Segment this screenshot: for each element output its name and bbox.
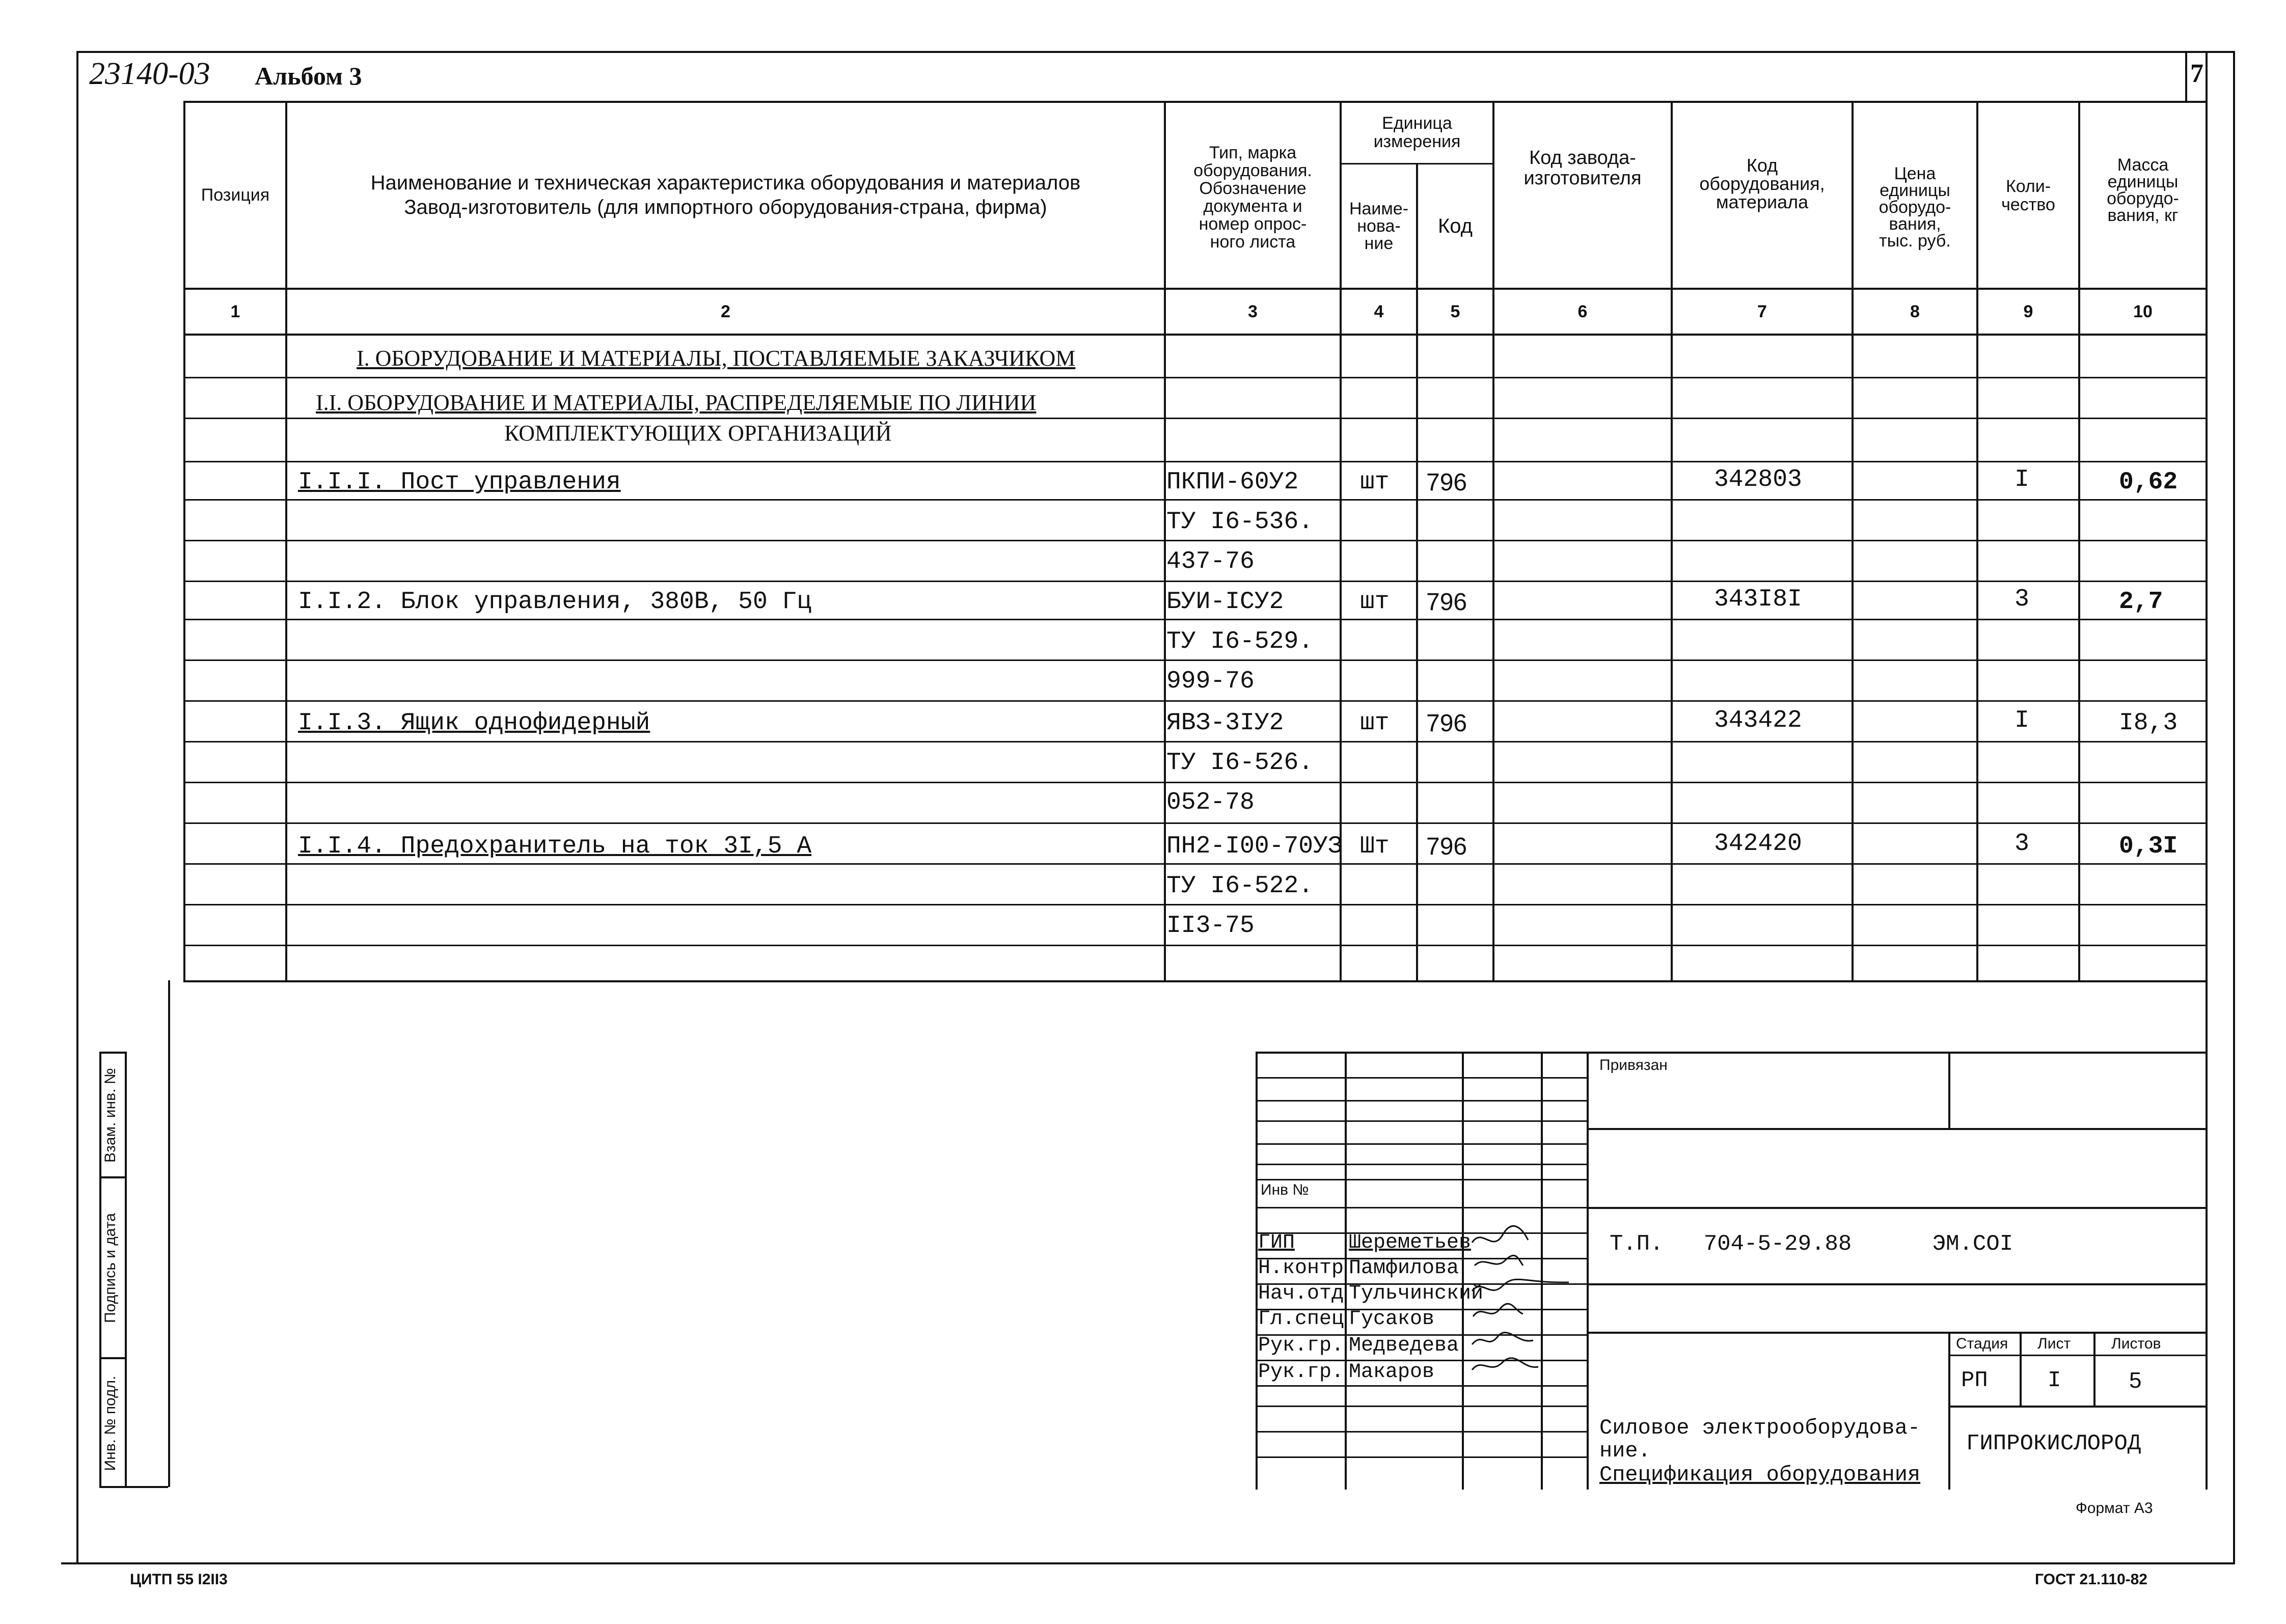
item-type: 999-76: [1166, 668, 1255, 695]
item-type: БУИ-ICУ2: [1166, 588, 1284, 616]
stage-value: РП: [1961, 1368, 1988, 1393]
item-mass: 2,7: [2119, 588, 2163, 616]
signature-stroke: [1472, 1358, 1538, 1370]
item-type: ЯВЗ-3IУ2: [1166, 709, 1284, 737]
item-name: I.I.3. Ящик однофидерный: [298, 709, 650, 737]
row-separator: [183, 863, 2206, 865]
col-header-type: Тип, марка оборудования. Обозначение документа и номер опрос- ного листа: [1193, 143, 1312, 252]
item-equip-code: 343I8I: [1714, 586, 1802, 613]
title-block-row: [1256, 1077, 1587, 1079]
item-unit: шт: [1360, 588, 1390, 616]
role-label: Гл.спец: [1258, 1308, 1344, 1331]
item-qty: 3: [2015, 586, 2029, 613]
title-block-row: [1256, 1406, 1587, 1407]
sheet-value: I: [2048, 1368, 2061, 1393]
col-header-unit-code: Код: [1437, 215, 1473, 237]
row-separator: [183, 418, 2206, 419]
item-type: ТУ I6-529.: [1166, 628, 1314, 655]
item-type: ТУ I6-522.: [1166, 872, 1314, 900]
row-separator: [183, 540, 2206, 541]
item-equip-code: 342420: [1714, 830, 1802, 858]
row-separator: [183, 499, 2206, 501]
col-header-unit-name: Наиме- нова- ние: [1349, 199, 1409, 253]
album-label: Альбом 3: [255, 62, 362, 90]
title-block-row: [1256, 1431, 1587, 1433]
col-number: 10: [2133, 301, 2153, 321]
section-heading: I. ОБОРУДОВАНИЕ И МАТЕРИАЛЫ, ПОСТАВЛЯЕМЫЕ ЗАКАЗЧИКОМ: [357, 346, 1076, 371]
col-header-price: Цена единицы оборудо- вания, тыс. руб.: [1879, 164, 1951, 251]
stamp-vzam-inv: Взам. инв. №: [102, 1068, 119, 1163]
col-number: 8: [1910, 301, 1920, 321]
role-label: Рук.гр.: [1258, 1361, 1344, 1384]
item-name: I.I.4. Предохранитель на ток 3I,5 А: [298, 833, 812, 860]
title-block-row: [1256, 1179, 1587, 1180]
title-block-row: [1256, 1100, 1587, 1102]
col-header-mass: Масса единицы оборудо- вания, кг: [2107, 155, 2179, 225]
drawing-title-cont: ние.: [1599, 1439, 1651, 1463]
col-number: 9: [2023, 301, 2033, 321]
row-separator: [183, 377, 2206, 378]
item-qty: 3: [2015, 830, 2029, 858]
item-qty: I: [2015, 707, 2029, 734]
footer-left: ЦИТП 55 I2II3: [130, 1571, 228, 1588]
row-separator: [183, 741, 2206, 742]
title-block-row: [1256, 1385, 1587, 1387]
col-header-unit-group: Единица измерения: [1373, 114, 1461, 151]
item-qty: I: [2015, 466, 2029, 493]
doc-code: 23140-03: [89, 57, 210, 91]
subsection-heading-cont: КОМПЛЕКТУЮЩИХ ОРГАНИЗАЦИЙ: [504, 421, 892, 446]
inv-label: Инв №: [1261, 1181, 1309, 1198]
subsection-heading: I.I. ОБОРУДОВАНИЕ И МАТЕРИАЛЫ, РАСПРЕДЕЛЯЕМЫЕ ПО ЛИНИИ: [316, 390, 1037, 415]
signature-stroke: [1472, 1279, 1569, 1291]
item-equip-code: 343422: [1714, 707, 1802, 734]
row-separator: [183, 700, 2206, 702]
privyazan-label: Привязан: [1599, 1057, 1668, 1074]
col-number: 5: [1450, 301, 1460, 321]
role-person: Гусаков: [1349, 1308, 1435, 1331]
col-number: 2: [721, 301, 730, 321]
signature-stroke: [1475, 1255, 1523, 1265]
col-number: 3: [1248, 301, 1258, 321]
row-separator: [183, 945, 2206, 946]
role-label: ГИП: [1258, 1231, 1295, 1254]
item-unit-code: 796: [1426, 469, 1467, 496]
col-header-equip-code: Код оборудования, материала: [1699, 155, 1825, 212]
format-label: Формат А3: [2076, 1500, 2153, 1517]
item-name: I.I.2. Блок управления, 380В, 50 Гц: [298, 588, 812, 616]
signature-scribbles: [1467, 1222, 1584, 1385]
item-unit: Шт: [1360, 833, 1390, 860]
drawing-title-2: Спецификация оборудования: [1599, 1463, 1921, 1487]
col-number: 6: [1577, 301, 1588, 321]
title-block-row: [1256, 1143, 1587, 1145]
signature-stroke: [1472, 1333, 1533, 1344]
drawing-title: Силовое электрооборудова-: [1599, 1416, 1921, 1440]
page-number: 7: [2190, 59, 2203, 88]
signature-stroke: [1473, 1304, 1523, 1316]
item-type: ТУ I6-526.: [1166, 749, 1314, 777]
organization: ГИПРОКИСЛОРОД: [1966, 1431, 2141, 1456]
stamp-inv-podl: Инв. № подл.: [102, 1375, 119, 1471]
role-person: Медведева: [1349, 1334, 1459, 1357]
col-header-position: Позиция: [201, 185, 270, 205]
item-type: ПН2-I00-70УЗ: [1166, 833, 1343, 860]
col-header-quantity: Коли- чество: [2001, 177, 2055, 214]
row-separator: [183, 461, 2206, 462]
sheets-value: 5: [2129, 1368, 2142, 1393]
col-header-name: Наименование и техническая характеристика оборудования и материалов Завод-изготовитель (для импортного оборудования-страна, фирма): [370, 171, 1081, 218]
item-unit: шт: [1360, 709, 1390, 737]
col-number: 4: [1374, 301, 1384, 321]
item-mass: 0,3I: [2119, 833, 2178, 860]
item-equip-code: 342803: [1714, 466, 1802, 493]
col-number: 1: [230, 301, 240, 321]
row-separator: [183, 822, 2206, 824]
item-type: ПКПИ-60У2: [1166, 469, 1299, 496]
title-block-row: [1256, 1207, 1587, 1208]
sheets-label: Листов: [2111, 1335, 2161, 1352]
row-separator: [183, 904, 2206, 905]
item-unit-code: 796: [1426, 589, 1467, 616]
col-number: 7: [1757, 301, 1767, 321]
item-type: 437-76: [1166, 548, 1255, 575]
role-person: Тульчинский: [1349, 1282, 1484, 1305]
title-block-row: [1256, 1120, 1587, 1122]
item-type: 052-78: [1166, 789, 1255, 816]
row-separator: [183, 619, 2206, 620]
item-name: I.I.I. Пост управления: [298, 469, 621, 496]
item-type: II3-75: [1166, 912, 1255, 940]
col-header-plant-code: Код завода- изготовителя: [1523, 147, 1642, 189]
role-person: Шереметьев: [1349, 1231, 1472, 1254]
item-unit-code: 796: [1426, 833, 1467, 860]
role-label: Нач.отд: [1258, 1282, 1344, 1305]
stage-label: Стадия: [1956, 1335, 2008, 1352]
row-separator: [183, 659, 2206, 661]
role-person: Памфилова: [1349, 1257, 1459, 1280]
item-type: ТУ I6-536.: [1166, 508, 1314, 536]
stamp-signature-date: Подпись и дата: [102, 1213, 119, 1323]
role-person: Макаров: [1349, 1361, 1435, 1384]
item-mass: 0,62: [2119, 469, 2178, 496]
item-unit-code: 796: [1426, 710, 1467, 737]
role-label: Рук.гр.: [1258, 1334, 1344, 1357]
sheet-label: Лист: [2037, 1335, 2071, 1352]
item-mass: I8,3: [2119, 709, 2178, 737]
doc-number: Т.П. 704-5-29.88 ЭМ.СОI: [1610, 1231, 2013, 1257]
title-block-row: [1256, 1456, 1587, 1458]
role-label: Н.контр: [1258, 1257, 1344, 1280]
item-unit: шт: [1360, 469, 1390, 496]
footer-right: ГОСТ 21.110-82: [2035, 1571, 2147, 1588]
title-block-row: [1256, 1164, 1587, 1165]
row-separator: [183, 782, 2206, 783]
signature-stroke: [1472, 1226, 1528, 1243]
row-separator: [183, 581, 2206, 582]
